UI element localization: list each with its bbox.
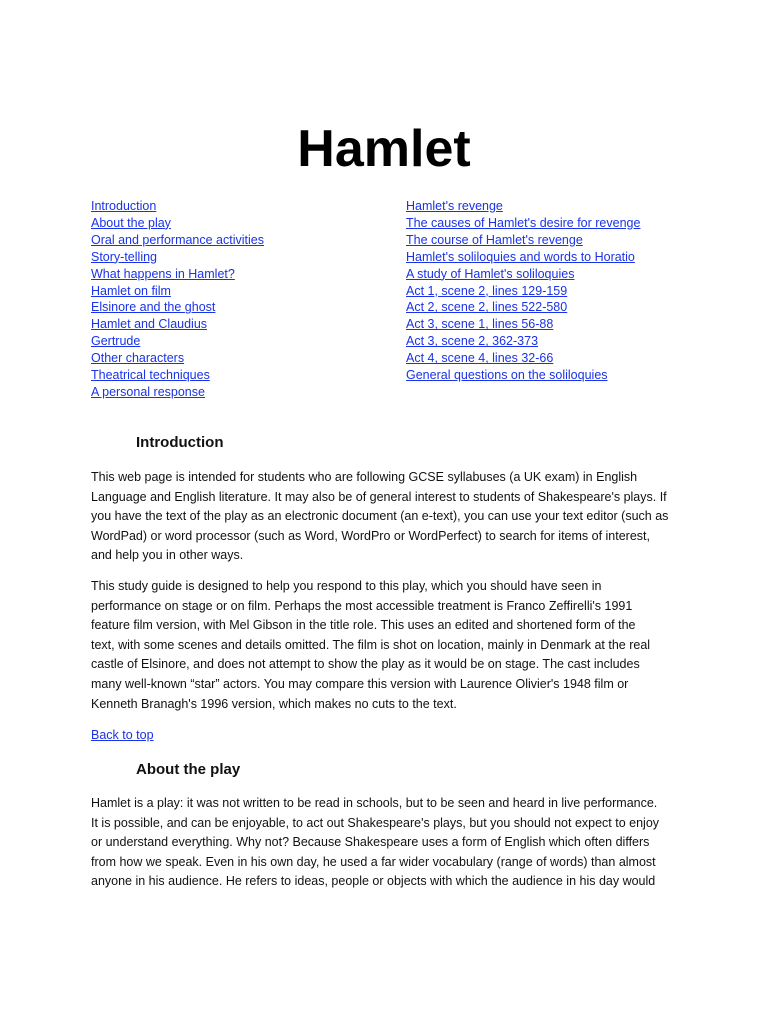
toc-item: [91, 350, 391, 367]
text-line: This study guide is designed to help you respond to this play, which you should have seen in: [91, 579, 602, 593]
toc-link-introduction[interactable]: Introduction: [91, 199, 157, 213]
toc-link-act3-scene2[interactable]: Act 3, scene 2, 362-373: [406, 334, 539, 349]
toc-item: [406, 198, 736, 215]
text-line: castle of Elsinore, and does not attempt to show the play as it would be on stage. The cast includes: [91, 657, 640, 672]
text-line: Language and English literature. It may also be of general interest to students of Shakespeare's plays. If: [91, 489, 667, 504]
toc-link-act3-scene1[interactable]: Act 3, scene 1, lines 56-88: [406, 317, 554, 332]
toc-link-story-telling[interactable]: Story-telling: [91, 249, 157, 264]
toc-link-oral-performance[interactable]: Oral and performance activities: [91, 232, 264, 247]
text-line: performance on stage or on film. Perhaps the most accessible treatment is Franco Zeffirelli's 1991: [91, 598, 633, 613]
toc-item: [91, 283, 391, 300]
toc-item: [91, 316, 391, 333]
text-line: many well-known “star” actors. You may compare this version with Laurence Olivier's 1948 film or: [91, 676, 629, 691]
toc-item: [91, 299, 391, 316]
toc-item: [91, 232, 391, 249]
toc-item: [406, 299, 736, 316]
toc-link-theatrical-techniques[interactable]: Theatrical techniques: [91, 368, 210, 383]
intro-paragraph-1: [91, 468, 691, 566]
toc-link-course-of-revenge[interactable]: The course of Hamlet's revenge: [406, 232, 583, 247]
toc-link-other-characters[interactable]: Other characters: [91, 351, 185, 366]
intro-paragraph-2: [91, 577, 691, 714]
toc-item: [406, 249, 736, 266]
toc-item: [406, 367, 736, 384]
text-line: and help you in other ways.: [91, 548, 244, 563]
text-line: WordPad) or word processor (such as Word, WordPro or WordPerfect) to search for items of interest,: [91, 528, 650, 543]
toc-link-study-soliloquies[interactable]: A study of Hamlet's soliloquies: [406, 266, 575, 281]
toc-right-column: [406, 198, 736, 384]
text-line: Kenneth Branagh's 1996 version, which makes no cuts to the text.: [91, 696, 457, 711]
toc-item: [91, 266, 391, 283]
toc-link-hamlet-on-film[interactable]: Hamlet on film: [91, 283, 171, 298]
toc-item: [406, 232, 736, 249]
about-paragraph-1: [91, 794, 691, 892]
toc-link-causes-of-revenge[interactable]: The causes of Hamlet's desire for revenge: [406, 215, 641, 230]
text-line: Hamlet is a play: it was not written to be read in schools, but to be seen and heard in live performance.: [91, 796, 658, 810]
toc-item: [406, 266, 736, 283]
toc-item: [91, 367, 391, 384]
text-line: This web page is intended for students who are following GCSE syllabuses (a UK exam) in English: [91, 470, 638, 484]
text-line: text, with some scenes and details omitted. The film is shot on location, mainly in Denmark at the real: [91, 637, 651, 652]
toc-item: [91, 249, 391, 266]
toc-item: [91, 333, 391, 350]
toc-item: [406, 333, 736, 350]
text-line: It is possible, and can be enjoyable, to act out Shakespeare's plays, but you should not expect to enjoy: [91, 815, 660, 830]
toc-link-soliloquies-horatio[interactable]: Hamlet's soliloquies and words to Horatio: [406, 249, 635, 264]
page-title: Hamlet: [297, 120, 471, 178]
toc-link-act2-scene2[interactable]: Act 2, scene 2, lines 522-580: [406, 300, 568, 315]
toc-item: [91, 215, 391, 232]
text-line: feature film version, with Mel Gibson in the title role. This uses an edited and shortened form of the: [91, 618, 636, 633]
section-heading-about-the-play: About the play: [136, 761, 241, 778]
toc-left-column: [91, 198, 391, 401]
toc-item: [406, 283, 736, 300]
toc-link-personal-response[interactable]: A personal response: [91, 384, 205, 399]
toc-link-what-happens[interactable]: What happens in Hamlet?: [91, 266, 235, 281]
toc-link-about-the-play[interactable]: About the play: [91, 215, 171, 230]
toc-link-hamlets-revenge[interactable]: Hamlet's revenge: [406, 199, 503, 213]
toc-link-act4-scene4[interactable]: Act 4, scene 4, lines 32-66: [406, 351, 554, 366]
toc-item: [406, 350, 736, 367]
toc-link-general-questions[interactable]: General questions on the soliloquies: [406, 368, 608, 383]
text-line: anyone in his audience. He refers to ideas, people or objects with which the audience in his day would: [91, 874, 656, 889]
back-to-top-link[interactable]: Back to top: [91, 728, 154, 742]
toc-link-hamlet-claudius[interactable]: Hamlet and Claudius: [91, 317, 208, 332]
section-heading-introduction: Introduction: [136, 434, 224, 451]
toc-item: [406, 316, 736, 333]
toc-link-act1-scene2[interactable]: Act 1, scene 2, lines 129-159: [406, 283, 568, 298]
toc-link-elsinore-ghost[interactable]: Elsinore and the ghost: [91, 300, 216, 315]
text-line: you have the text of the play as an electronic document (an e-text), you can use your text editor (such as: [91, 509, 669, 524]
toc-item: [91, 384, 391, 401]
text-line: or understand everything. Why not? Because Shakespeare uses a form of English which often differs: [91, 835, 650, 850]
toc-item: [91, 198, 391, 215]
toc-item: [406, 215, 736, 232]
toc-link-gertrude[interactable]: Gertrude: [91, 334, 141, 349]
text-line: from how we speak. Even in his own day, he used a far wider vocabulary (range of words) than almost: [91, 854, 656, 869]
